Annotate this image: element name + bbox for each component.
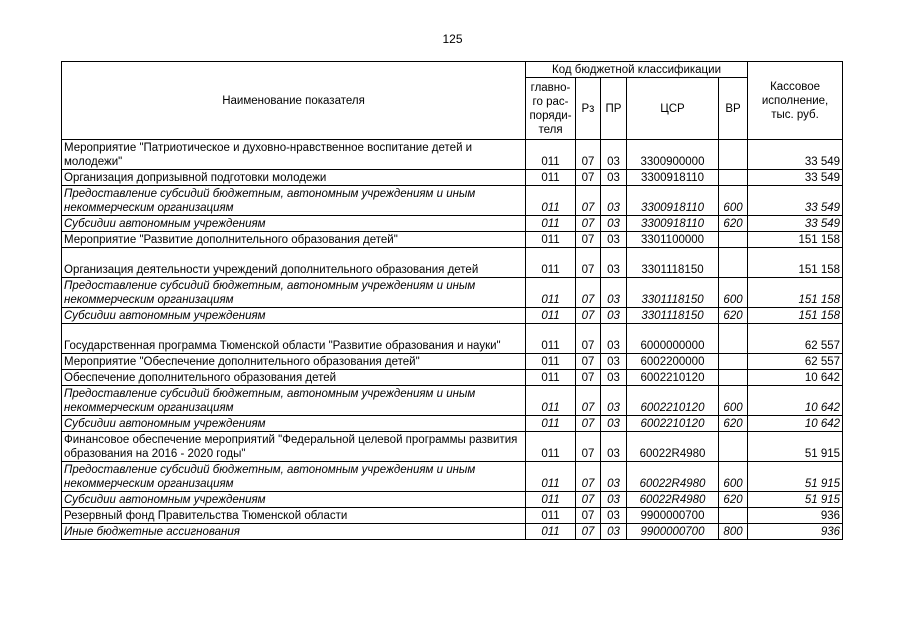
expense-type-code-cell [719,508,748,524]
header-cash-execution: Кассовое исполнение, тыс. руб. [748,62,843,140]
chief-administrator-code-cell: 011 [526,232,576,248]
section-code-cell: 07 [576,186,601,216]
subsection-code-cell: 03 [601,432,627,462]
subsection-code-cell: 03 [601,308,627,324]
expense-type-code-cell: 800 [719,524,748,540]
chief-administrator-code-cell: 011 [526,354,576,370]
section-code-cell: 07 [576,170,601,186]
table-body [62,140,843,540]
cash-execution-cell: 33 549 [748,170,843,186]
chief-administrator-code-cell: 011 [526,186,576,216]
chief-administrator-code-cell: 011 [526,508,576,524]
expense-type-code-cell: 620 [719,216,748,232]
chief-administrator-code-cell: 011 [526,492,576,508]
expense-type-code-cell [719,354,748,370]
section-code-cell: 07 [576,232,601,248]
expense-type-code-cell [719,232,748,248]
expense-type-code-cell [719,432,748,462]
section-code-cell: 07 [576,324,601,354]
cash-execution-cell: 936 [748,508,843,524]
target-article-code-cell: 6002210120 [627,416,719,432]
indicator-name-cell: Обеспечение дополнительного образования детей [62,370,526,386]
section-code-cell: 07 [576,354,601,370]
indicator-name-cell: Субсидии автономным учреждениям [62,492,526,508]
indicator-name-cell: Организация деятельности учреждений дополнительного образования детей [62,248,526,278]
cash-execution-cell: 151 158 [748,308,843,324]
table-row [62,524,843,540]
subsection-code-cell: 03 [601,186,627,216]
indicator-name-cell: Предоставление субсидий бюджетным, автономным учреждениям и иным некоммерческим организациям [62,186,526,216]
target-article-code-cell: 3300918110 [627,170,719,186]
cash-execution-cell: 10 642 [748,370,843,386]
cash-execution-cell: 51 915 [748,462,843,492]
target-article-code-cell: 3300918110 [627,186,719,216]
cash-execution-cell: 62 557 [748,324,843,354]
table-row [62,186,843,216]
target-article-code-cell: 60022R4980 [627,432,719,462]
indicator-name-cell: Финансовое обеспечение мероприятий "Федеральной целевой программы развития образования на 2016 - 2020 годы" [62,432,526,462]
chief-administrator-code-cell: 011 [526,432,576,462]
target-article-code-cell: 3301118150 [627,278,719,308]
target-article-code-cell: 3301118150 [627,308,719,324]
target-article-code-cell: 3300900000 [627,140,719,170]
subsection-code-cell: 03 [601,524,627,540]
target-article-code-cell: 6002210120 [627,386,719,416]
expense-type-code-cell: 600 [719,462,748,492]
target-article-code-cell: 3300918110 [627,216,719,232]
chief-administrator-code-cell: 011 [526,416,576,432]
header-indicator-name: Наименование показателя [62,62,526,140]
indicator-name-cell: Иные бюджетные ассигнования [62,524,526,540]
indicator-name-cell: Субсидии автономным учреждениям [62,308,526,324]
indicator-name-cell: Мероприятие "Обеспечение дополнительного образования детей" [62,354,526,370]
subsection-code-cell: 03 [601,140,627,170]
table-row [62,216,843,232]
table-row [62,508,843,524]
target-article-code-cell: 6000000000 [627,324,719,354]
subsection-code-cell: 03 [601,508,627,524]
expense-type-code-cell: 600 [719,186,748,216]
cash-execution-cell: 51 915 [748,492,843,508]
subsection-code-cell: 03 [601,324,627,354]
table-row [62,232,843,248]
chief-administrator-code-cell: 011 [526,278,576,308]
expense-type-code-cell [719,248,748,278]
section-code-cell: 07 [576,308,601,324]
expense-type-code-cell: 600 [719,278,748,308]
indicator-name-cell: Субсидии автономным учреждениям [62,216,526,232]
section-code-cell: 07 [576,386,601,416]
indicator-name-cell: Государственная программа Тюменской области "Развитие образования и науки" [62,324,526,354]
subsection-code-cell: 03 [601,232,627,248]
indicator-name-cell: Субсидии автономным учреждениям [62,416,526,432]
section-code-cell: 07 [576,248,601,278]
cash-execution-cell: 10 642 [748,416,843,432]
expense-type-code-cell [719,370,748,386]
header-section: Рз [576,78,601,140]
chief-administrator-code-cell: 011 [526,462,576,492]
cash-execution-cell: 151 158 [748,232,843,248]
indicator-name-cell: Организация допризывной подготовки молодежи [62,170,526,186]
expense-type-code-cell: 620 [719,416,748,432]
table-row [62,432,843,462]
page-number: 125 [442,32,463,46]
cash-execution-cell: 33 549 [748,140,843,170]
cash-execution-cell: 33 549 [748,186,843,216]
cash-execution-cell: 62 557 [748,354,843,370]
cash-execution-cell: 151 158 [748,248,843,278]
table-row [62,140,843,170]
section-code-cell: 07 [576,492,601,508]
target-article-code-cell: 9900000700 [627,508,719,524]
indicator-name-cell: Резервный фонд Правительства Тюменской области [62,508,526,524]
table-row [62,370,843,386]
chief-administrator-code-cell: 011 [526,524,576,540]
chief-administrator-code-cell: 011 [526,248,576,278]
section-code-cell: 07 [576,462,601,492]
section-code-cell: 07 [576,278,601,308]
section-code-cell: 07 [576,140,601,170]
chief-administrator-code-cell: 011 [526,370,576,386]
header-expense-type: ВР [719,78,748,140]
cash-execution-cell: 51 915 [748,432,843,462]
cash-execution-cell: 936 [748,524,843,540]
expense-type-code-cell [719,140,748,170]
table-row [62,462,843,492]
expense-type-code-cell [719,170,748,186]
budget-execution-table [61,61,843,540]
chief-administrator-code-cell: 011 [526,216,576,232]
subsection-code-cell: 03 [601,170,627,186]
table-row [62,278,843,308]
expense-type-code-cell: 600 [719,386,748,416]
header-subsection: ПР [601,78,627,140]
subsection-code-cell: 03 [601,386,627,416]
indicator-name-cell: Предоставление субсидий бюджетным, автономным учреждениям и иным некоммерческим организациям [62,386,526,416]
table-row [62,416,843,432]
target-article-code-cell: 60022R4980 [627,492,719,508]
indicator-name-cell: Мероприятие "Развитие дополнительного образования детей" [62,232,526,248]
indicator-name-cell: Мероприятие "Патриотическое и духовно-нравственное воспитание детей и молодежи" [62,140,526,170]
table-row [62,386,843,416]
section-code-cell: 07 [576,508,601,524]
table-row [62,170,843,186]
target-article-code-cell: 6002210120 [627,370,719,386]
header-chief-administrator: главно- го рас- поряди- теля [526,78,576,140]
subsection-code-cell: 03 [601,492,627,508]
section-code-cell: 07 [576,432,601,462]
table-row [62,248,843,278]
subsection-code-cell: 03 [601,462,627,492]
target-article-code-cell: 3301118150 [627,248,719,278]
table-row [62,308,843,324]
header-target-article: ЦСР [627,78,719,140]
cash-execution-cell: 10 642 [748,386,843,416]
subsection-code-cell: 03 [601,354,627,370]
subsection-code-cell: 03 [601,278,627,308]
section-code-cell: 07 [576,416,601,432]
subsection-code-cell: 03 [601,370,627,386]
table-row [62,324,843,354]
target-article-code-cell: 60022R4980 [627,462,719,492]
target-article-code-cell: 9900000700 [627,524,719,540]
chief-administrator-code-cell: 011 [526,386,576,416]
target-article-code-cell: 6002200000 [627,354,719,370]
section-code-cell: 07 [576,370,601,386]
target-article-code-cell: 3301100000 [627,232,719,248]
chief-administrator-code-cell: 011 [526,140,576,170]
subsection-code-cell: 03 [601,216,627,232]
indicator-name-cell: Предоставление субсидий бюджетным, автономным учреждениям и иным некоммерческим организациям [62,462,526,492]
expense-type-code-cell [719,324,748,354]
subsection-code-cell: 03 [601,416,627,432]
cash-execution-cell: 33 549 [748,216,843,232]
chief-administrator-code-cell: 011 [526,170,576,186]
expense-type-code-cell: 620 [719,492,748,508]
section-code-cell: 07 [576,524,601,540]
subsection-code-cell: 03 [601,248,627,278]
section-code-cell: 07 [576,216,601,232]
chief-administrator-code-cell: 011 [526,324,576,354]
expense-type-code-cell: 620 [719,308,748,324]
table-row [62,492,843,508]
indicator-name-cell: Предоставление субсидий бюджетным, автономным учреждениям и иным некоммерческим организациям [62,278,526,308]
cash-execution-cell: 151 158 [748,278,843,308]
header-budget-code: Код бюджетной классификации [526,62,748,78]
table-row [62,354,843,370]
chief-administrator-code-cell: 011 [526,308,576,324]
